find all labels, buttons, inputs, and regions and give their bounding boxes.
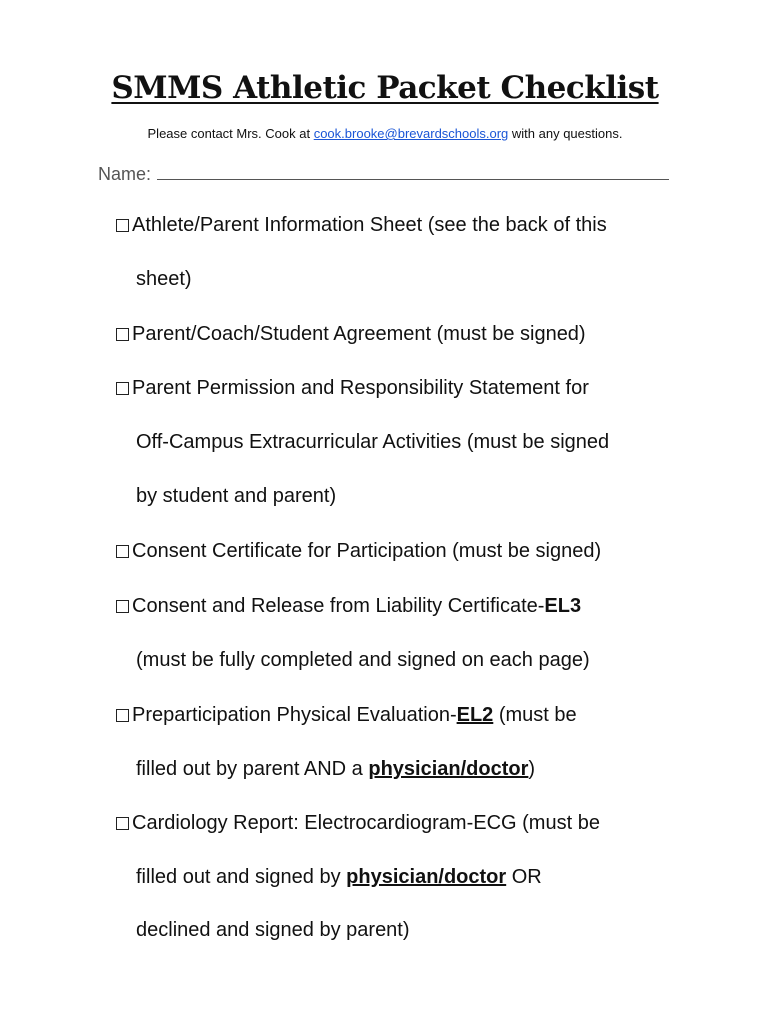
- item-text: (must be fully completed and signed on each page): [136, 649, 590, 671]
- checklist-item-3-cont: [136, 430, 609, 454]
- item-text: sheet): [136, 268, 192, 290]
- form-code: EL3: [544, 595, 582, 617]
- item-text: declined and signed by parent): [136, 919, 410, 941]
- checklist-item-2: [116, 322, 586, 346]
- item-text: Parent Permission and Responsibility Statement for: [132, 377, 589, 399]
- checklist-item-7-cont: [136, 865, 542, 889]
- item-text: (must be: [493, 704, 577, 726]
- item-text: Consent and Release from Liability Certificate-: [132, 595, 545, 617]
- page-title: SMMS Athletic Packet Checklist: [111, 70, 659, 106]
- checkbox-icon[interactable]: [116, 219, 129, 232]
- item-text: Parent/Coach/Student Agreement (must be signed): [132, 323, 586, 345]
- checkbox-icon[interactable]: [116, 709, 129, 722]
- checkbox-icon[interactable]: [116, 545, 129, 558]
- item-text: ): [528, 758, 536, 780]
- checklist-item-6: [116, 703, 577, 727]
- item-text: OR: [506, 866, 542, 888]
- item-text: Athlete/Parent Information Sheet (see the back of this: [132, 214, 607, 236]
- item-text: Preparticipation Physical Evaluation-: [132, 704, 457, 726]
- checkbox-icon[interactable]: [116, 817, 129, 830]
- emphasis-text: physician/doctor: [368, 758, 529, 780]
- checklist-item-3-cont2: [136, 484, 336, 508]
- name-label: Name:: [98, 164, 152, 184]
- checkbox-icon[interactable]: [116, 600, 129, 613]
- emphasis-text: physician/doctor: [346, 866, 507, 888]
- contact-suffix: with any questions.: [508, 126, 623, 141]
- contact-prefix: Please contact Mrs. Cook at: [147, 126, 314, 141]
- name-input-line[interactable]: [157, 165, 669, 180]
- checklist-item-7-cont2: [136, 918, 410, 942]
- contact-email-link[interactable]: cook.brooke@brevardschools.org: [313, 126, 509, 141]
- item-text: filled out by parent AND a: [136, 758, 369, 780]
- checklist-item-5: [116, 594, 581, 618]
- checklist-item-4: [116, 539, 601, 563]
- checklist-item-7: [116, 811, 600, 835]
- item-text: filled out and signed by: [136, 866, 347, 888]
- form-code: EL2: [456, 704, 494, 726]
- name-field: [98, 164, 669, 185]
- item-text: Consent Certificate for Participation (must be signed): [132, 540, 602, 562]
- item-text: by student and parent): [136, 485, 337, 507]
- item-text: Off-Campus Extracurricular Activities (must be signed: [136, 431, 610, 453]
- item-text: Cardiology Report: Electrocardiogram-ECG (must be: [132, 812, 600, 834]
- contact-line: [0, 126, 770, 141]
- checkbox-icon[interactable]: [116, 328, 129, 341]
- checklist-item-1: [116, 213, 607, 237]
- checklist-item-5-cont: [136, 648, 590, 672]
- checklist-item-1-cont: [136, 267, 192, 291]
- checkbox-icon[interactable]: [116, 382, 129, 395]
- checklist-item-6-cont: [136, 757, 535, 781]
- checklist-item-3: [116, 376, 589, 400]
